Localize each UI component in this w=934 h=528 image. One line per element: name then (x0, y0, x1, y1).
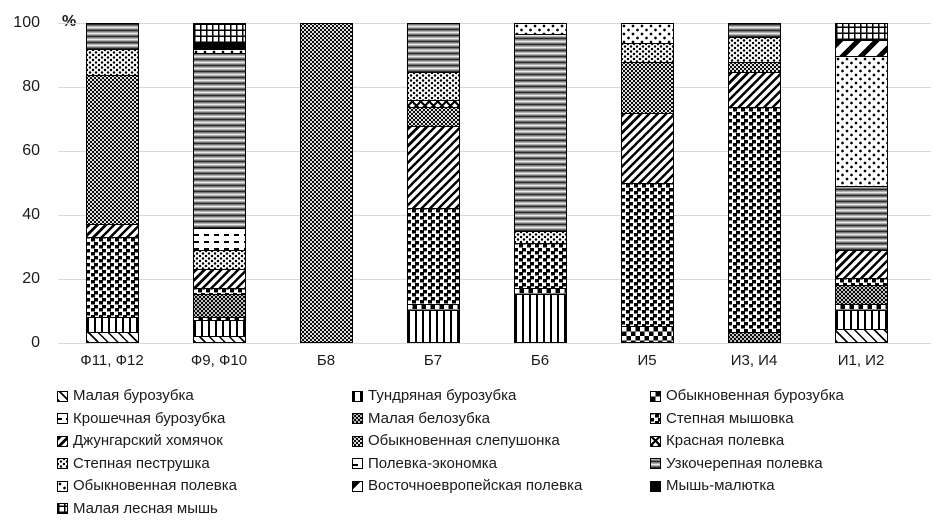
bar-segment (301, 24, 352, 342)
legend-item (352, 433, 650, 449)
bar-segment (87, 75, 138, 224)
light-diagonal-hatch-swatch-icon (57, 391, 68, 402)
bar-Б7 (407, 23, 460, 343)
bar-segment (622, 183, 673, 326)
y-tick-label-0: 0 (31, 334, 40, 351)
bar-segment (194, 53, 245, 228)
bar-segment (194, 269, 245, 288)
bar-segment (836, 56, 887, 186)
bar-И5 (621, 23, 674, 343)
dense-diagonal-stripes-swatch-icon (57, 436, 68, 447)
bar-segment (87, 317, 138, 333)
bar-Б6 (514, 23, 567, 343)
legend-label: Малая лесная мышь (73, 499, 218, 517)
gray-stipple-swatch-icon (352, 413, 363, 424)
y-axis-unit-label: % (62, 13, 77, 30)
y-tick-label-20: 20 (22, 270, 40, 287)
plot-area (58, 23, 931, 343)
bar-segment (515, 34, 566, 231)
bar-segment (729, 62, 780, 72)
bar-segment (729, 24, 780, 37)
bar-segment (87, 224, 138, 237)
bar-segment (194, 294, 245, 316)
sparse-dots-swatch-icon (57, 481, 68, 492)
bar-segment (729, 37, 780, 62)
y-tick-label-100: 100 (13, 14, 40, 31)
legend-label: Малая бурозубка (73, 387, 194, 404)
bar-segment (515, 294, 566, 342)
bar-segment (515, 231, 566, 244)
bar-segment (87, 237, 138, 317)
legend-label: Обыкновенная полевка (73, 477, 238, 494)
bar-segment (408, 126, 459, 209)
legend (57, 388, 844, 517)
legend-label: Обыкновенная бурозубка (666, 387, 844, 404)
bar-segment (622, 43, 673, 62)
x-category-label: И5 (637, 352, 657, 369)
bar-segment (408, 72, 459, 101)
bar-segment (836, 186, 887, 250)
bar-segment (836, 250, 887, 279)
bar-segment (836, 285, 887, 304)
bar-segment (729, 332, 780, 342)
legend-item (650, 456, 844, 472)
bar-segment (836, 40, 887, 56)
bar-Ф9, Ф10 (193, 23, 246, 343)
bar-segment (194, 24, 245, 43)
legend-label: Обыкновенная слепушонка (368, 432, 560, 449)
vertical-lines-swatch-icon (352, 391, 363, 402)
legend-label: Степная пеструшка (73, 454, 210, 472)
bar-segment (622, 62, 673, 113)
legend-label: Полевка-экономка (368, 454, 497, 472)
bar-segment (622, 113, 673, 183)
horizontal-dashes-swatch-icon (352, 458, 363, 469)
bar-segment (408, 107, 459, 126)
grid-swatch-icon (57, 503, 68, 514)
x-category-label: И1, И2 (837, 352, 885, 369)
bar-segment (87, 49, 138, 74)
bar-segment (836, 310, 887, 329)
x-category-label: Ф11, Ф12 (80, 352, 144, 369)
y-tick-label-80: 80 (22, 78, 40, 95)
legend-item (57, 501, 352, 517)
bar-segment (622, 326, 673, 342)
coarse-dots-swatch-icon (650, 413, 661, 424)
legend-item (352, 411, 650, 427)
legend-item (57, 388, 352, 404)
legend-item (352, 478, 650, 494)
dark-weave-swatch-icon (352, 436, 363, 447)
legend-item (650, 433, 844, 449)
bar-segment (194, 250, 245, 269)
bar-segment (622, 24, 673, 43)
bold-diagonal-stripes-swatch-icon (352, 481, 363, 492)
bar-segment (836, 24, 887, 40)
x-category-label: И3, И4 (730, 352, 778, 369)
legend-item (650, 388, 844, 404)
bar-segment (836, 329, 887, 342)
light-dots-swatch-icon (57, 458, 68, 469)
x-category-label: Ф9, Ф10 (190, 352, 248, 369)
bar-segment (194, 336, 245, 342)
y-tick-label-60: 60 (22, 142, 40, 159)
legend-label: Джунгарский хомячок (73, 432, 223, 449)
solid-black-swatch-icon (650, 481, 661, 492)
bar-segment (408, 24, 459, 72)
bar-segment (515, 24, 566, 34)
legend-label: Красная полевка (666, 432, 785, 449)
gridline-0 (58, 343, 931, 344)
bar-Б8 (300, 23, 353, 343)
legend-label: Тундряная бурозубка (368, 387, 517, 404)
legend-item (650, 411, 844, 427)
x-category-label: Б8 (316, 352, 336, 369)
bar-segment (87, 332, 138, 342)
legend-label: Восточноевропейская полевка (368, 477, 583, 494)
legend-item (352, 456, 650, 472)
bar-segment (408, 208, 459, 303)
checkerboard-swatch-icon (650, 391, 661, 402)
y-tick-label-40: 40 (22, 206, 40, 223)
bar-И1, И2 (835, 23, 888, 343)
bar-segment (729, 72, 780, 107)
legend-label: Мышь-малютка (666, 477, 775, 494)
small-dashes-swatch-icon (57, 413, 68, 424)
legend-label: Степная мышовка (666, 409, 794, 427)
legend-label: Узкочерепная полевка (666, 454, 823, 472)
diagonal-checks-swatch-icon (650, 436, 661, 447)
legend-item (57, 411, 352, 427)
legend-label: Малая белозубка (368, 409, 490, 427)
bar-segment (194, 228, 245, 250)
legend-item (352, 388, 650, 404)
legend-label: Крошечная бурозубка (73, 409, 226, 427)
legend-item (57, 433, 352, 449)
bar-segment (729, 107, 780, 333)
x-category-label: Б6 (530, 352, 550, 369)
bar-И3, И4 (728, 23, 781, 343)
legend-item (57, 456, 352, 472)
bars-container (58, 23, 931, 343)
bar-segment (408, 310, 459, 342)
legend-item (57, 478, 352, 494)
x-category-label: Б7 (423, 352, 443, 369)
bar-segment (87, 24, 138, 49)
bar-segment (515, 243, 566, 288)
y-axis-tick-labels (0, 14, 48, 351)
bar-segment (194, 320, 245, 336)
legend-item (650, 478, 844, 494)
horizontal-gray-lines-swatch-icon (650, 458, 661, 469)
bar-Ф11, Ф12 (86, 23, 139, 343)
